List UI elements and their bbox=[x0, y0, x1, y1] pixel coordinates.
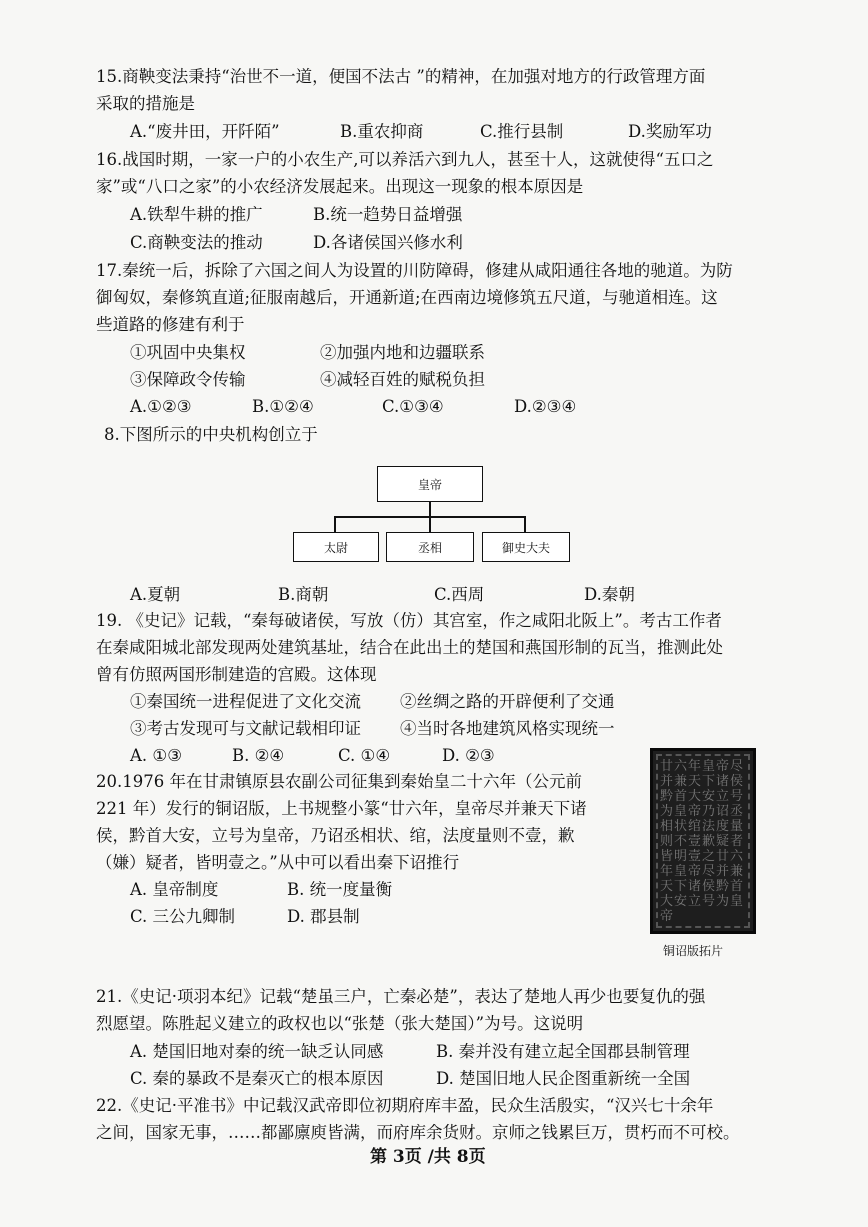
q15-stem-line2: 采取的措施是 bbox=[96, 94, 195, 113]
diagram-connector-middle bbox=[429, 516, 431, 532]
q22-stem-line1: 22.《史记·平准书》中记载汉武帝即位初期府库丰盈，民众生活殷实，“汉兴七十余年 bbox=[96, 1096, 714, 1115]
rubbing-caption: 铜诏版拓片 bbox=[663, 944, 724, 958]
q20-stem-line1: 20.1976 年在甘肃镇原县农副公司征集到秦始皇二十六年（公元前 bbox=[96, 772, 582, 791]
q20-option-a: A. 皇帝制度 bbox=[130, 880, 219, 899]
diagram-connector-right bbox=[524, 516, 526, 532]
q17-statement-1: ①巩固中央集权 bbox=[130, 343, 246, 362]
q19-option-b: B. ②④ bbox=[232, 746, 285, 765]
q17-stem-line2: 御匈奴，秦修筑直道;征服南越后，开通新道;在西南边境修筑五尺道，与驰道相连。这 bbox=[96, 288, 718, 307]
q16-option-c: C.商鞅变法的推动 bbox=[130, 233, 263, 252]
q21-stem-line1: 21.《史记·项羽本纪》记载“楚虽三户，亡秦必楚”，表达了楚地人再少也要复仇的强 bbox=[96, 987, 706, 1006]
page-number-footer: 第 3页 /共 8页 bbox=[370, 1147, 486, 1167]
q16-option-b: B.统一趋势日益增强 bbox=[313, 205, 463, 224]
q17-option-a: A.①②③ bbox=[130, 397, 192, 416]
q17-statement-3: ③保障政令传输 bbox=[130, 370, 246, 389]
q19-statement-3: ③考古发现可与文献记载相印证 bbox=[130, 719, 361, 738]
q15-option-a: A.“废井田，开阡陌” bbox=[130, 122, 280, 141]
q19-statement-2: ②丝绸之路的开辟便利了交通 bbox=[400, 692, 615, 711]
diagram-box-emperor: 皇帝 bbox=[377, 466, 483, 502]
q17-statement-4: ④减轻百姓的赋税负担 bbox=[320, 370, 485, 389]
q21-option-a: A. 楚国旧地对秦的统一缺乏认同感 bbox=[130, 1042, 384, 1061]
q18-option-b: B.商朝 bbox=[278, 585, 329, 604]
q16-option-a: A.铁犁牛耕的推广 bbox=[130, 205, 263, 224]
q18-stem: 8.下图所示的中央机构创立于 bbox=[104, 425, 318, 444]
diagram-connector-left bbox=[334, 516, 336, 532]
q17-option-d: D.②③④ bbox=[514, 397, 577, 416]
q19-statement-4: ④当时各地建筑风格实现统一 bbox=[400, 719, 615, 738]
q22-stem-line2: 之间，国家无事，……都鄙廪庾皆满，而府库余货财。京师之钱累巨万，贯朽而不可校。 bbox=[96, 1123, 740, 1142]
diagram-box-yushidafu: 御史大夫 bbox=[482, 532, 570, 562]
q19-statement-1: ①秦国统一进程促进了文化交流 bbox=[130, 692, 361, 711]
diagram-connector-vertical bbox=[429, 502, 431, 516]
q20-stem-line3: 侯，黔首大安，立号为皇帝，乃诏丞相状、绾，法度量则不壹，歉 bbox=[96, 826, 575, 845]
q19-option-c: C. ①④ bbox=[338, 746, 391, 765]
q20-stem-line4: （嫌）疑者，皆明壹之。”从中可以看出秦下诏推行 bbox=[96, 853, 460, 872]
q20-option-c: C. 三公九卿制 bbox=[130, 907, 236, 926]
q20-stem-line2: 221 年）发行的铜诏版，上书规整小篆“廿六年，皇帝尽并兼天下诸 bbox=[96, 799, 587, 818]
q17-statement-2: ②加强内地和边疆联系 bbox=[320, 343, 485, 362]
q19-option-a: A. ①③ bbox=[130, 746, 182, 765]
q21-option-d: D. 楚国旧地人民企图重新统一全国 bbox=[436, 1069, 691, 1088]
q16-stem-line1: 16.战国时期，一家一户的小农生产,可以养活六到九人，甚至十人，这就使得“五口之 bbox=[96, 150, 714, 169]
q18-option-a: A.夏朝 bbox=[130, 585, 181, 604]
q17-option-c: C.①③④ bbox=[382, 397, 444, 416]
q15-stem-line1: 15.商鞅变法秉持“治世不一道，便国不法古 ”的精神，在加强对地方的行政管理方面 bbox=[96, 67, 706, 86]
q18-option-d: D.秦朝 bbox=[584, 585, 635, 604]
q16-option-d: D.各诸侯国兴修水利 bbox=[313, 233, 463, 252]
q21-option-c: C. 秦的暴政不是秦灭亡的根本原因 bbox=[130, 1069, 384, 1088]
q21-stem-line2: 烈愿望。陈胜起义建立的政权也以“张楚（张大楚国）”为号。这说明 bbox=[96, 1014, 584, 1033]
rubbing-inscription: 廿六年皇帝尽并兼天下诸侯黔首大安立号为皇帝乃诏丞相状绾法度量则不壹歉疑者皆明壹之廿六年皇帝尽并兼天下诸侯黔首大安立号为皇帝 bbox=[660, 759, 745, 924]
q19-option-d: D. ②③ bbox=[442, 746, 495, 765]
q15-option-d: D.奖励军功 bbox=[628, 122, 712, 141]
q21-option-b: B. 秦并没有建立起全国郡县制管理 bbox=[436, 1042, 690, 1061]
q17-stem-line1: 17.秦统一后，拆除了六国之间人为设置的川防障碍，修建从咸阳通往各地的驰道。为防 bbox=[96, 261, 733, 280]
bronze-edict-rubbing-image bbox=[650, 748, 756, 934]
q17-stem-line3: 些道路的修建有利于 bbox=[96, 315, 245, 334]
q18-option-c: C.西周 bbox=[434, 585, 485, 604]
q19-stem-line3: 曾有仿照两国形制建造的宫殿。这体现 bbox=[96, 665, 377, 684]
central-government-diagram bbox=[288, 466, 576, 568]
q19-stem-line1: 19. 《史记》记载，“秦每破诸侯，写放（仿）其宫室，作之咸阳北阪上”。考古工作者 bbox=[96, 611, 722, 630]
q16-stem-line2: 家”或“八口之家”的小农经济发展起来。出现这一现象的根本原因是 bbox=[96, 177, 584, 196]
q20-option-b: B. 统一度量衡 bbox=[287, 880, 393, 899]
q15-option-c: C.推行县制 bbox=[480, 122, 564, 141]
q17-option-b: B.①②④ bbox=[252, 397, 314, 416]
q19-stem-line2: 在秦咸阳城北部发现两处建筑基址，结合在此出土的楚国和燕国形制的瓦当，推测此处 bbox=[96, 638, 723, 657]
diagram-box-taiwei: 太尉 bbox=[293, 532, 379, 562]
diagram-box-chengxiang: 丞相 bbox=[386, 532, 474, 562]
q20-option-d: D. 郡县制 bbox=[287, 907, 360, 926]
q15-option-b: B.重农抑商 bbox=[340, 122, 424, 141]
